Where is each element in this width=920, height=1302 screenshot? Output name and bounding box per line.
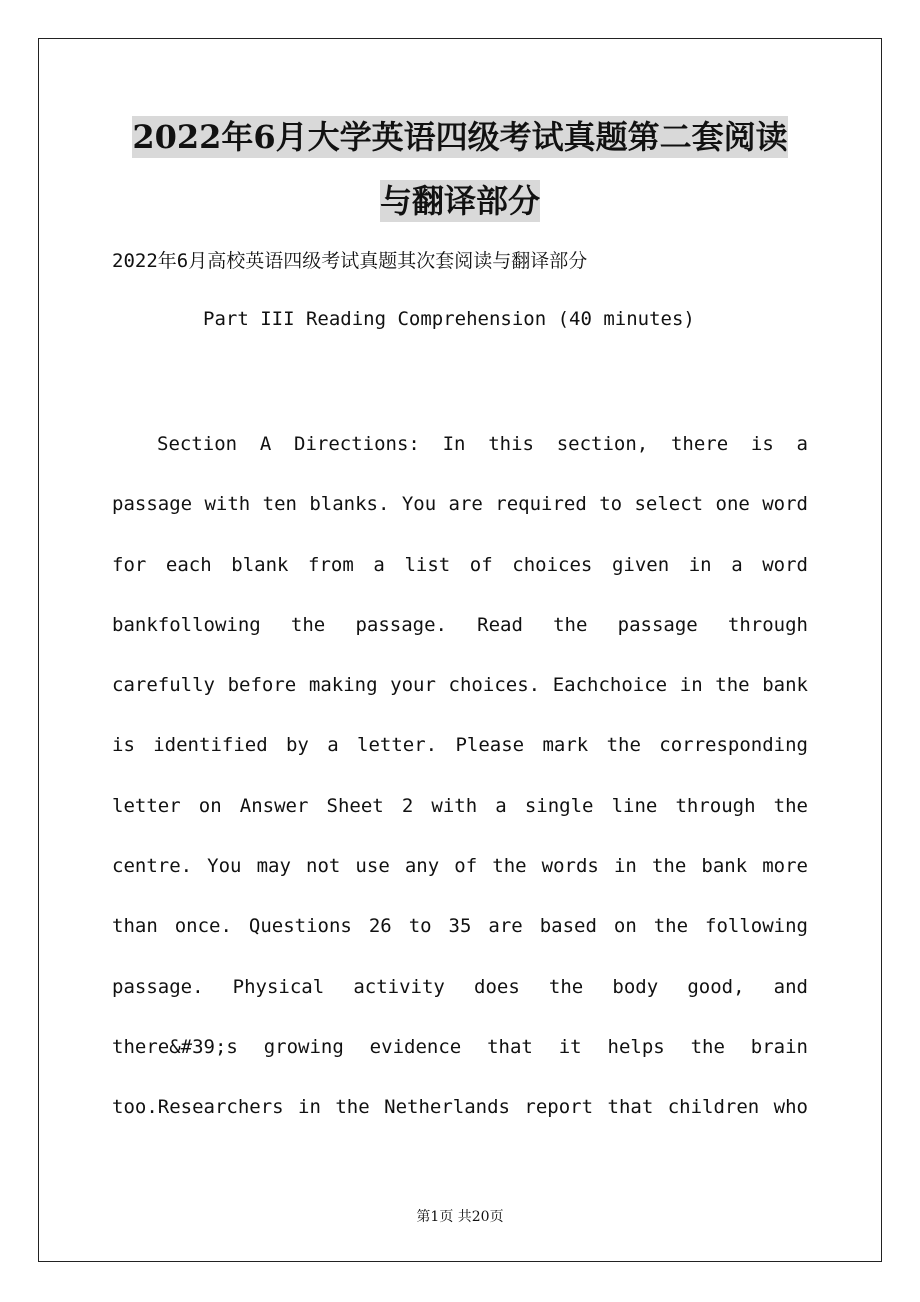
passage-line: there&#39;s growing evidence that it helps the brain — [112, 1035, 808, 1058]
passage-line: bankfollowing the passage. Read the passage through — [112, 613, 808, 636]
document-title — [100, 108, 820, 236]
page-footer: 第1页 共20页 — [416, 1209, 504, 1225]
passage-line: passage. Physical activity does the body good, and — [112, 975, 808, 998]
part-heading: Part III Reading Comprehension (40 minutes) — [203, 308, 695, 330]
passage-body — [112, 414, 808, 1138]
passage-line: too.Researchers in the Netherlands report that children who — [112, 1096, 808, 1119]
title-line-1: 2022年6月大学英语四级考试真题第二套阅读 — [132, 118, 788, 156]
passage-line: for each blank from a list of choices given in a word — [112, 553, 808, 576]
passage-line: Section A Directions: In this section, there is a — [157, 433, 808, 455]
title-line-2: 与翻译部分 — [379, 182, 540, 220]
document-subtitle: 2022年6月高校英语四级考试真题其次套阅读与翻译部分 — [112, 250, 588, 272]
passage-line: is identified by a letter. Please mark the corresponding — [112, 734, 808, 757]
passage-line: than once. Questions 26 to 35 are based on the following — [112, 915, 808, 938]
passage-line: letter on Answer Sheet 2 with a single line through the — [112, 794, 808, 817]
passage-line: centre. You may not use any of the words in the bank more — [112, 855, 808, 878]
passage-line: carefully before making your choices. Eachchoice in the bank — [112, 674, 808, 697]
passage-line: passage with ten blanks. You are required to select one word — [112, 493, 808, 516]
